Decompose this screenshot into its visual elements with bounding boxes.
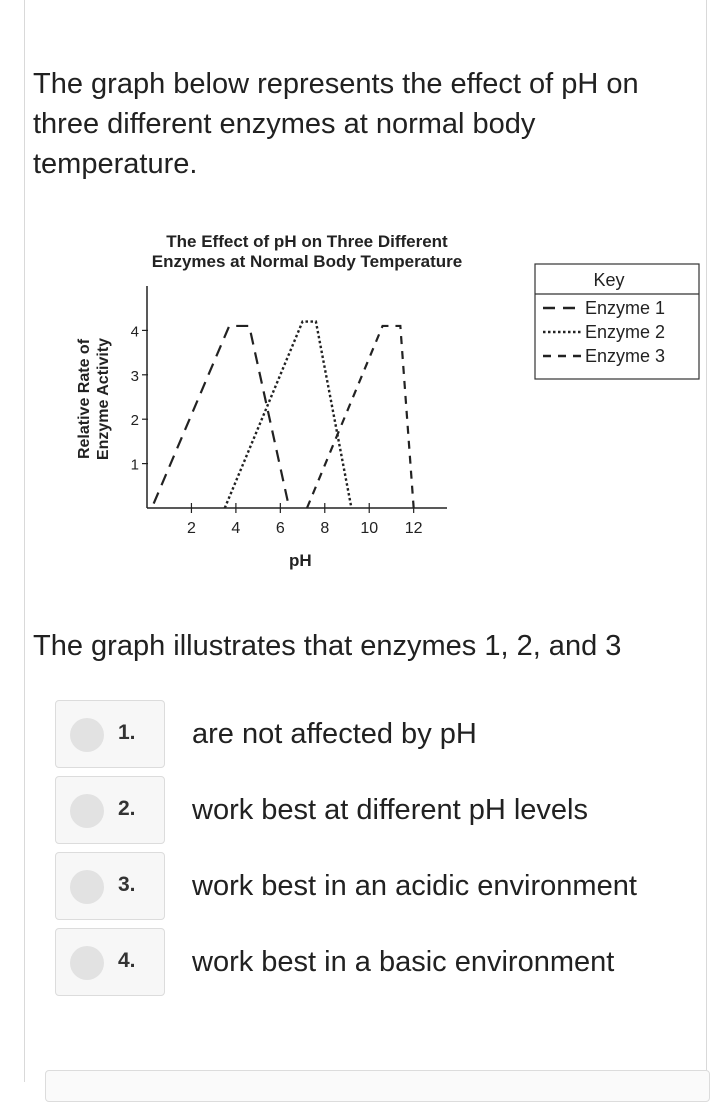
series-line-enzyme-3: [307, 326, 414, 508]
chart-title: [152, 232, 463, 271]
legend-entry: Enzyme 3: [585, 346, 666, 366]
chart-title-line: Enzymes at Normal Body Temperature: [151, 252, 463, 271]
choice-number: 2.: [118, 797, 136, 820]
y-axis-label: [76, 338, 112, 460]
y-tick-label: 1: [130, 456, 139, 474]
choice-number: 1.: [118, 721, 136, 744]
radio-icon[interactable]: [70, 794, 104, 828]
question-stem: The graph illustrates that enzymes 1, 2, and 3: [33, 630, 622, 662]
choice-2-button[interactable]: [55, 776, 165, 844]
answer-choice-1[interactable]: [55, 700, 695, 770]
chart-legend: [535, 264, 699, 379]
x-tick-label: 6: [275, 520, 285, 537]
series-line-enzyme-2: [225, 322, 352, 508]
x-tick-label: 10: [360, 520, 379, 537]
y-axis-label-line: Enzyme Activity: [95, 337, 112, 461]
next-question-card: [45, 1070, 710, 1102]
choice-text[interactable]: are not affected by pH: [192, 718, 477, 750]
choice-text[interactable]: work best at different pH levels: [192, 794, 588, 826]
choice-number: 3.: [118, 873, 136, 896]
answer-choice-4[interactable]: [55, 928, 695, 998]
radio-icon[interactable]: [70, 870, 104, 904]
choice-4-button[interactable]: [55, 928, 165, 996]
x-tick-label: 2: [186, 520, 196, 537]
x-tick-label: 4: [231, 520, 241, 537]
x-axis-label: pH: [288, 551, 312, 570]
radio-icon[interactable]: [70, 946, 104, 980]
choice-1-button[interactable]: [55, 700, 165, 768]
radio-icon[interactable]: [70, 718, 104, 752]
chart-title-line: The Effect of pH on Three Different: [166, 232, 448, 251]
y-tick-label: 3: [130, 367, 139, 385]
y-tick-label: 2: [130, 412, 139, 430]
answer-choice-3[interactable]: [55, 852, 695, 922]
choice-number: 4.: [118, 949, 136, 972]
x-tick-label: 8: [320, 520, 330, 537]
legend-title: Key: [593, 270, 625, 290]
legend-entry: Enzyme 1: [585, 298, 666, 318]
x-tick-label: 12: [404, 520, 423, 537]
choice-text[interactable]: work best in an acidic environment: [192, 870, 637, 902]
answer-choice-2[interactable]: [55, 776, 695, 846]
question-card: [24, 0, 707, 1082]
legend-entry: Enzyme 2: [585, 322, 666, 342]
choice-text[interactable]: work best in a basic environment: [192, 946, 615, 978]
choice-3-button[interactable]: [55, 852, 165, 920]
y-axis-label-line: Relative Rate of: [76, 338, 93, 460]
y-tick-label: 4: [130, 323, 139, 341]
series-line-enzyme-1: [154, 326, 290, 508]
chart-series: [154, 322, 414, 508]
question-prompt: The graph below represents the effect of pH on three different enzymes at normal body temperature.: [33, 68, 639, 180]
enzyme-ph-chart: [45, 222, 705, 582]
